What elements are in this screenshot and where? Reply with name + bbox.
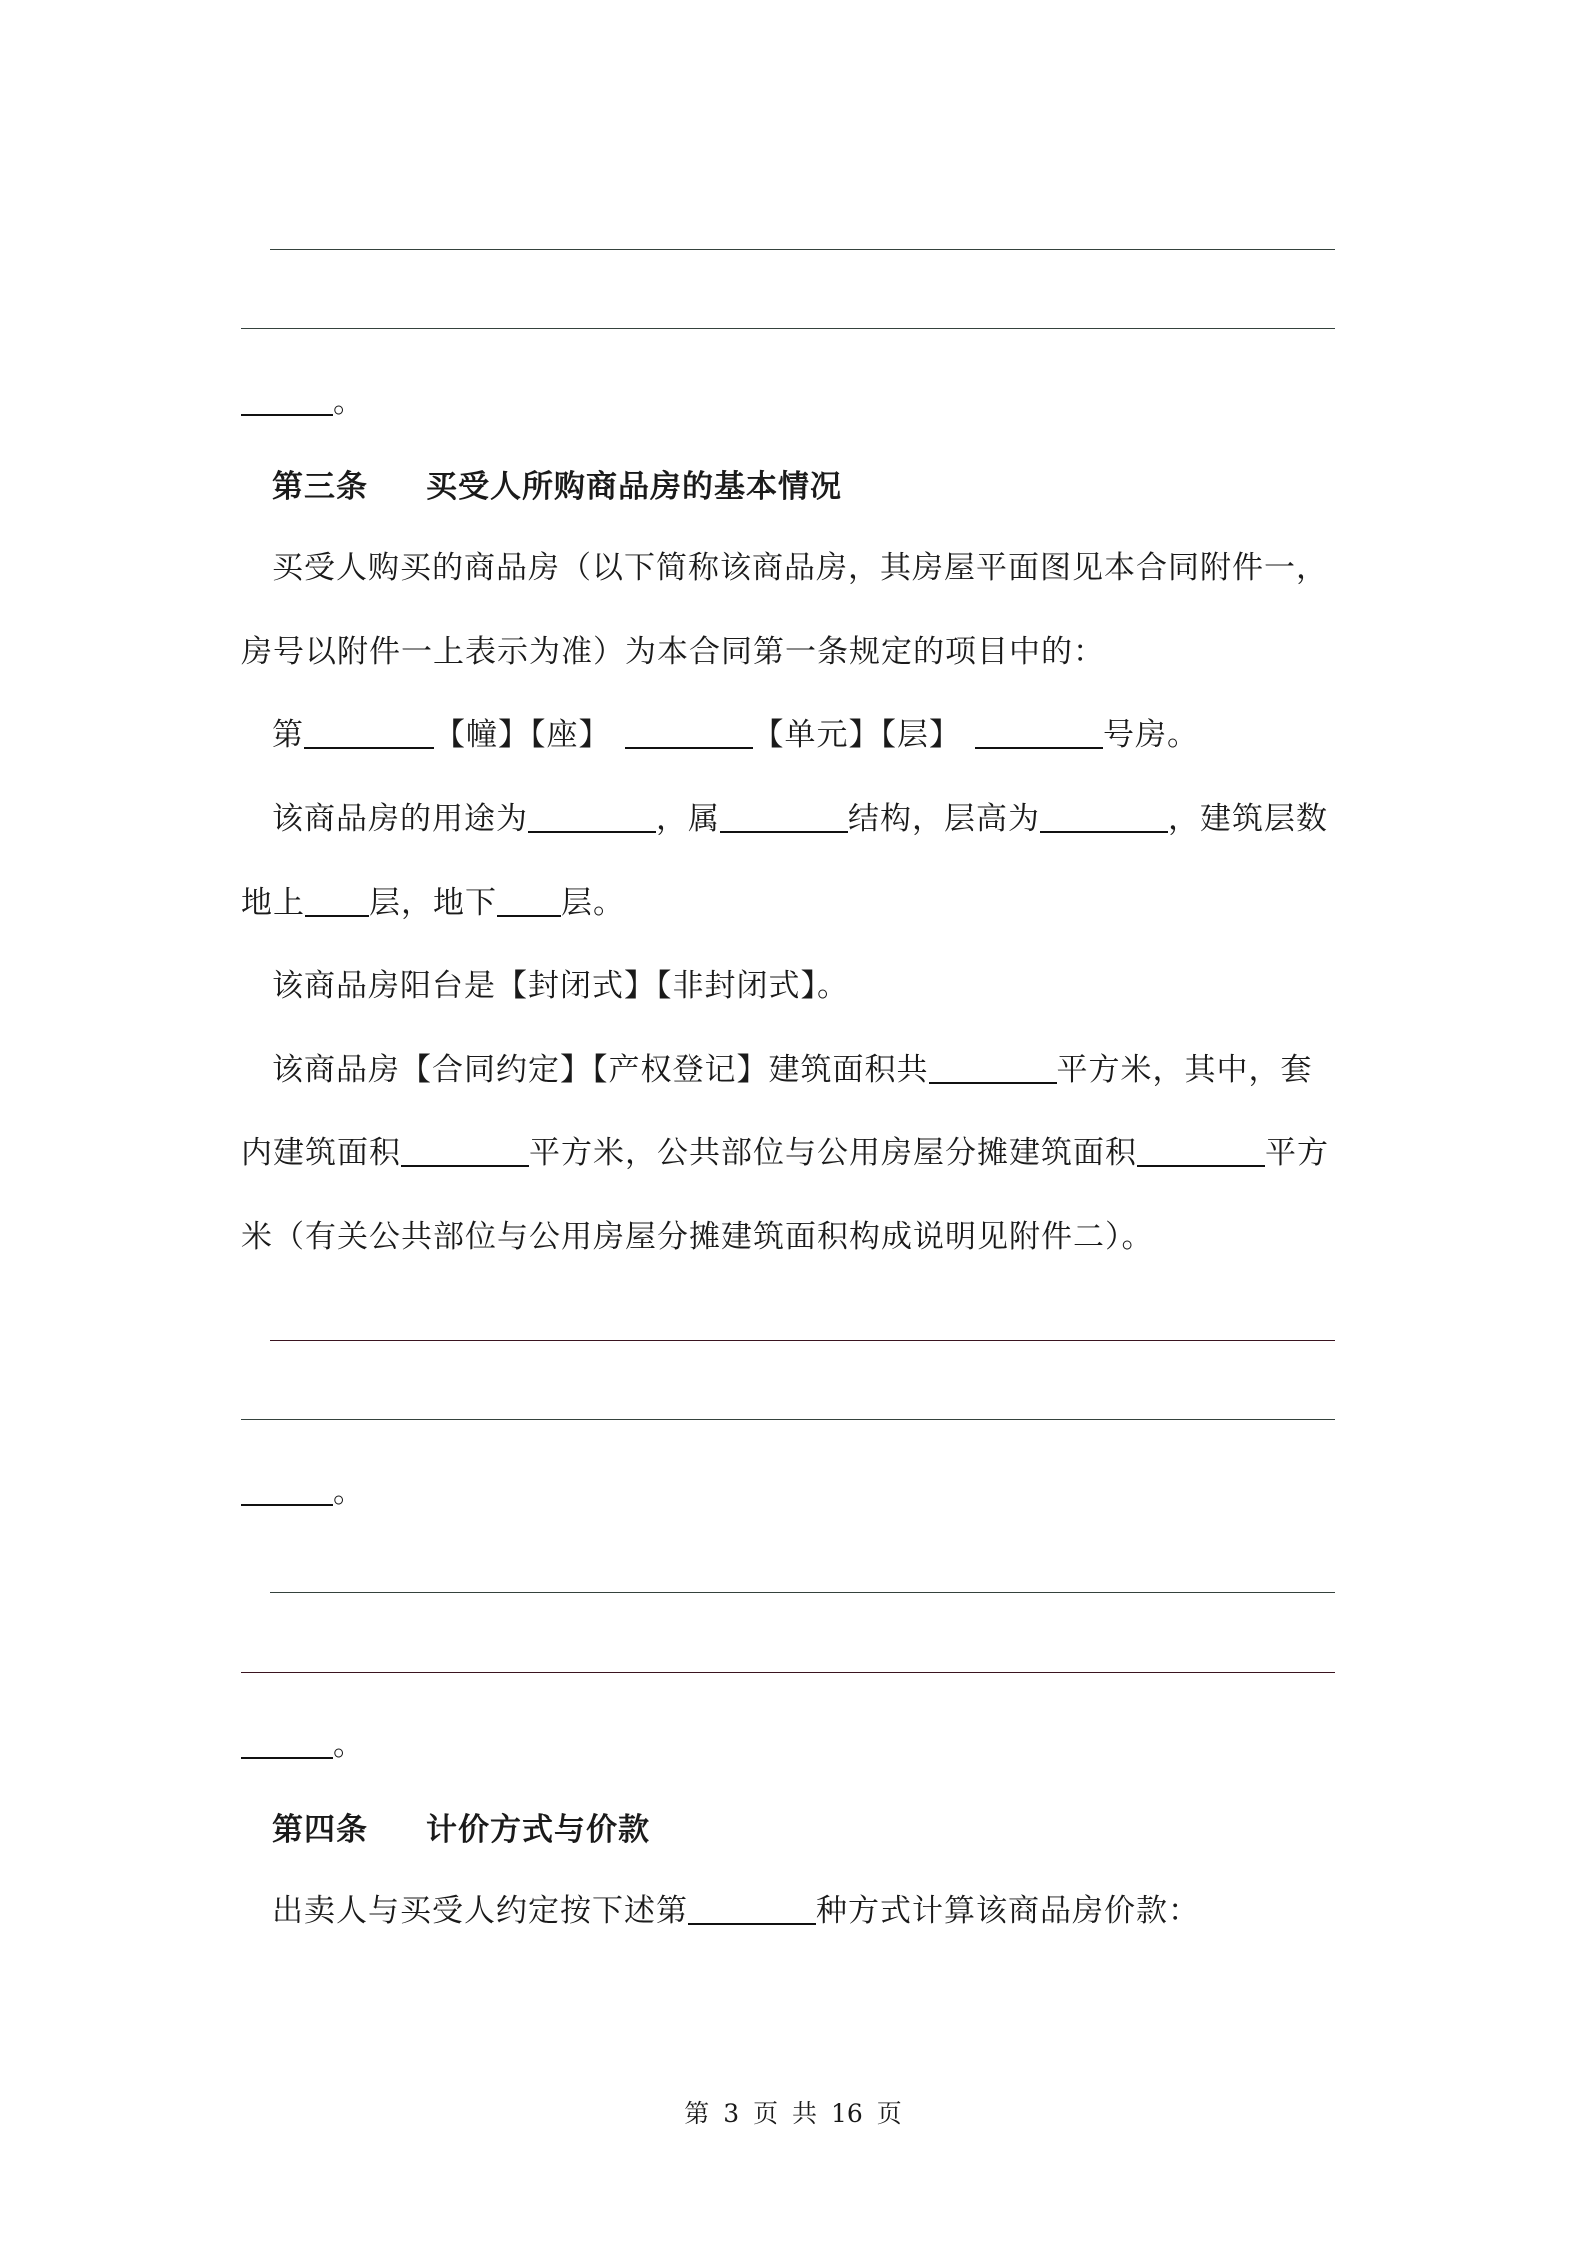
article-3-usage-line-2: 地上 层，地下 层。 <box>241 885 625 921</box>
article-4-heading <box>272 1810 650 1850</box>
fill-line <box>270 1592 1335 1593</box>
fill-line <box>270 249 1335 250</box>
blank-field <box>401 1135 529 1167</box>
blank-field <box>241 384 333 416</box>
blank-field <box>625 717 753 749</box>
fill-line-end: 。 <box>241 1725 365 1765</box>
article-3-paragraph-1-line-2: 房号以附件一上表示为准）为本合同第一条规定的项目中的： <box>241 634 1105 670</box>
fill-line <box>241 1672 1335 1673</box>
blank-field <box>241 1727 333 1759</box>
blank-field <box>688 1893 816 1925</box>
article-3-area-line-1: 该商品房【合同约定】【产权登记】建筑面积共 平方米，其中，套 <box>272 1052 1313 1088</box>
article-3-room-number: 第 【幢】【座】 【单元】【层】 号房。 <box>272 717 1199 753</box>
fill-line <box>241 328 1335 329</box>
article-3-balcony: 该商品房阳台是【封闭式】【非封闭式】。 <box>272 968 849 1004</box>
blank-field <box>304 717 434 749</box>
blank-field <box>929 1052 1057 1084</box>
fill-line <box>270 1340 1335 1341</box>
blank-field <box>241 1474 333 1506</box>
article-3-usage-line-1: 该商品房的用途为 ，属 结构，层高为 ，建筑层数 <box>272 801 1328 837</box>
blank-field <box>497 885 561 917</box>
blank-field <box>528 801 656 833</box>
fill-line-end: 。 <box>241 382 365 422</box>
blank-field <box>975 717 1103 749</box>
blank-field <box>305 885 369 917</box>
page-number-footer: 第 3 页 共 16 页 <box>684 2099 902 2128</box>
article-4-number: 第四条 <box>272 1812 368 1848</box>
blank-field <box>720 801 848 833</box>
article-4-title: 计价方式与价款 <box>426 1812 650 1848</box>
fill-line-end: 。 <box>241 1472 365 1512</box>
blank-field <box>1137 1135 1265 1167</box>
article-3-heading <box>272 467 842 507</box>
blank-field <box>1040 801 1168 833</box>
article-3-title: 买受人所购商品房的基本情况 <box>426 469 842 505</box>
fill-line <box>241 1419 1335 1420</box>
article-3-area-line-3: 米（有关公共部位与公用房屋分摊建筑面积构成说明见附件二）。 <box>241 1219 1154 1255</box>
article-3-paragraph-1-line-1: 买受人购买的商品房（以下简称该商品房，其房屋平面图见本合同附件一， <box>272 550 1328 586</box>
article-4-paragraph-1: 出卖人与买受人约定按下述第 种方式计算该商品房价款： <box>272 1893 1200 1929</box>
article-3-area-line-2: 内建筑面积 平方米，公共部位与公用房屋分摊建筑面积 平方 <box>241 1135 1329 1171</box>
article-3-number: 第三条 <box>272 469 368 505</box>
